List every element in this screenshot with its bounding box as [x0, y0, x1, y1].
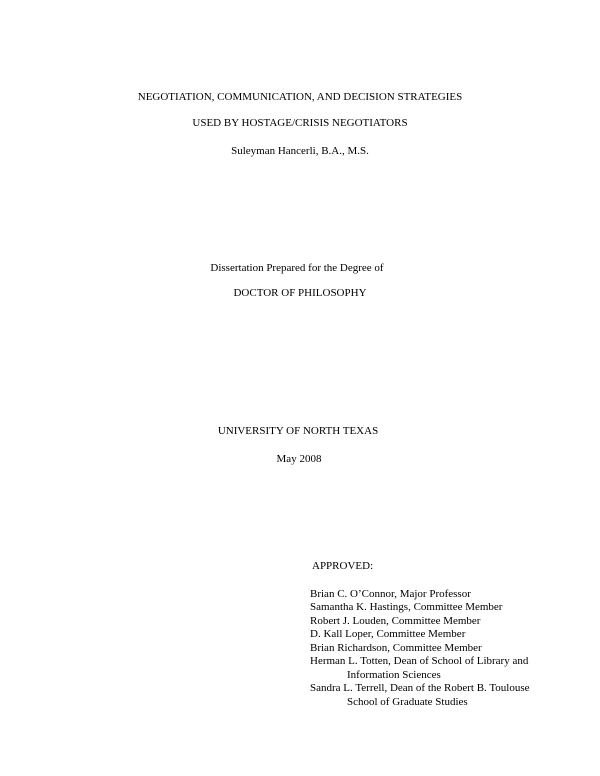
committee-member-line: Herman L. Totten, Dean of School of Library and — [310, 655, 529, 667]
committee-member — [310, 628, 530, 642]
author-name: Suleyman Hancerli, B.A., M.S. — [231, 145, 369, 157]
committee-member — [310, 615, 530, 629]
approved-label: APPROVED: — [312, 560, 374, 572]
committee-member — [310, 601, 530, 615]
committee-list — [310, 588, 530, 710]
submission-date: May 2008 — [276, 453, 322, 465]
committee-member-line: Robert J. Louden, Committee Member — [310, 614, 481, 627]
approval-block — [310, 560, 530, 709]
committee-member-line: Samantha K. Hastings, Committee Member — [310, 601, 503, 613]
degree-statement: Dissertation Prepared for the Degree of — [210, 262, 384, 274]
committee-member-continuation: School of Graduate Studies — [347, 695, 468, 708]
committee-member — [310, 642, 530, 656]
degree-name: DOCTOR OF PHILOSOPHY — [233, 287, 367, 299]
title-line-1: NEGOTIATION, COMMUNICATION, AND DECISION STRATEGIES — [137, 91, 463, 103]
committee-member — [310, 655, 530, 682]
committee-member-line: Sandra L. Terrell, Dean of the Robert B. Toulouse — [310, 682, 530, 694]
title-line-2: USED BY HOSTAGE/CRISIS NEGOTIATORS — [192, 117, 408, 129]
university-name: UNIVERSITY OF NORTH TEXAS — [217, 425, 379, 437]
committee-member-line: Brian Richardson, Committee Member — [310, 641, 482, 654]
committee-member-line: D. Kall Loper, Committee Member — [310, 628, 466, 640]
committee-member-line: Brian C. O’Connor, Major Professor — [310, 587, 471, 600]
committee-member — [310, 588, 530, 602]
committee-member-continuation: Information Sciences — [347, 668, 441, 681]
committee-member — [310, 682, 530, 709]
